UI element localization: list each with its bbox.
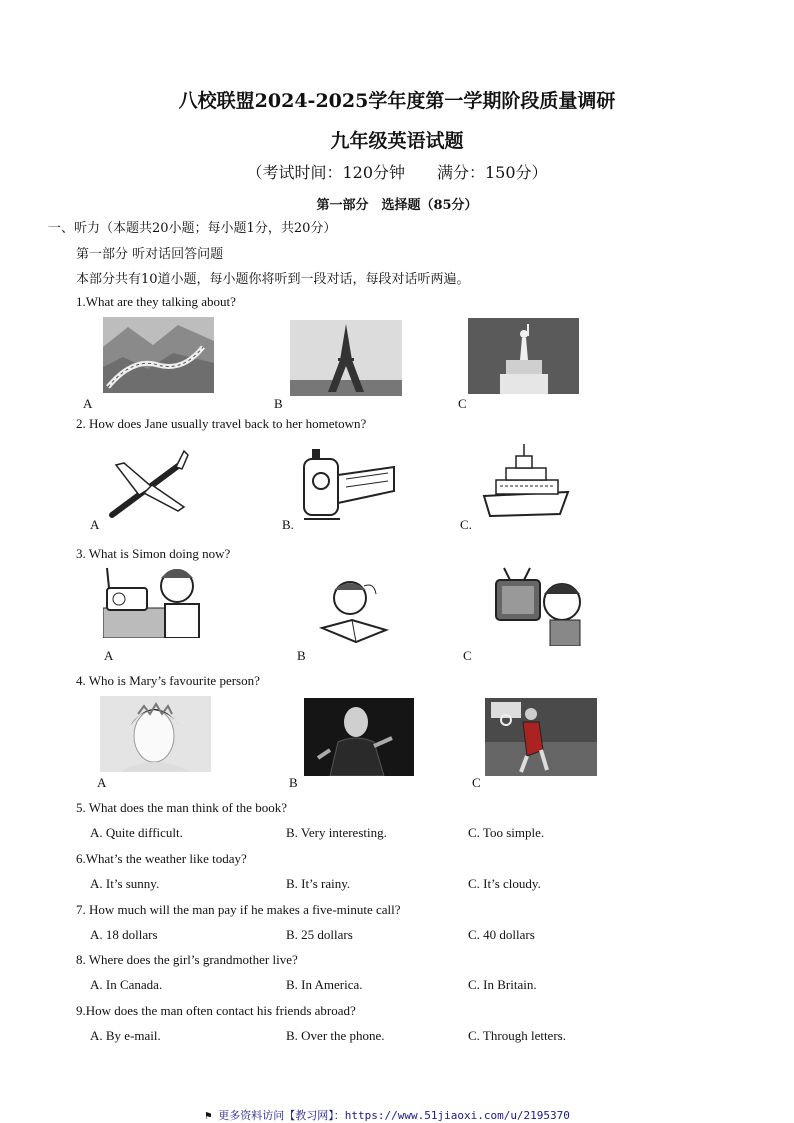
q2-label-b: B. [282,517,294,532]
q9-option-a: A. By e-mail. [90,1028,161,1043]
q6-option-b: B. It’s rainy. [286,876,351,891]
q4-label-b: B [289,775,298,790]
question-7: 7. How much will the man pay if he makes a five-minute call? [76,902,401,917]
eiffel-tower-photo [290,320,402,396]
q1-label-a: A [83,396,93,411]
question-1: 1.What are they talking about? [76,294,236,309]
section-subheading: 第一部分 听对话回答问题 [76,247,224,262]
question-6: 6.What’s the weather like today? [76,851,247,866]
statue-of-liberty-photo [468,318,579,394]
train-drawing [300,445,398,525]
q8-option-c: C. In Britain. [468,977,537,992]
flag-icon: ⚑ [205,1109,212,1122]
actress-with-tiara-photo [100,696,211,772]
q4-label-c: C [472,775,481,790]
boy-watching-tv [494,566,590,646]
exam-info: （考试时间：120分钟 满分：150分） [246,163,548,182]
question-5: 5. What does the man think of the book? [76,800,287,815]
q1-label-c: C [458,396,467,411]
part-title: 第一部分 选择题（85分） [316,198,478,213]
q7-option-c: C. 40 dollars [468,927,535,942]
q7-option-a: A. 18 dollars [90,927,158,942]
section-instructions: 本部分共有10道小题，每小题你将听到一段对话，每段对话听两遍。 [76,272,470,287]
footer[interactable] [205,1107,570,1123]
q5-option-c: C. Too simple. [468,825,545,840]
q8-option-a: A. In Canada. [90,977,163,992]
ship-drawing [480,442,572,524]
q9-option-c: C. Through letters. [468,1028,566,1043]
airplane-drawing [104,445,194,523]
q2-label-c: C. [460,517,472,532]
exam-title: 八校联盟2024-2025学年度第一学期阶段质量调研 [178,90,616,112]
footer-link[interactable]: 更多资料访问【教习网】：https://www.51jiaoxi.com/u/2195370 [218,1109,570,1122]
q5-option-b: B. Very interesting. [286,825,387,840]
man-speaking-photo [304,698,414,776]
question-8: 8. Where does the girl’s grandmother live? [76,952,298,967]
question-4: 4. Who is Mary’s favourite person? [76,673,260,688]
boy-listening-radio [103,564,213,638]
q5-option-a: A. Quite difficult. [90,825,183,840]
q3-label-b: B [297,648,306,663]
q1-label-b: B [274,396,283,411]
q9-option-b: B. Over the phone. [286,1028,385,1043]
q3-label-a: A [104,648,114,663]
q2-label-a: A [90,517,100,532]
q7-option-b: B. 25 dollars [286,927,353,942]
q3-label-c: C [463,648,472,663]
great-wall-photo [103,317,214,393]
q6-option-a: A. It’s sunny. [90,876,160,891]
q6-option-c: C. It’s cloudy. [468,876,541,891]
question-9: 9.How does the man often contact his friends abroad? [76,1003,356,1018]
question-3: 3. What is Simon doing now? [76,546,231,561]
q4-label-a: A [97,775,107,790]
exam-subtitle: 九年级英语试题 [330,130,464,152]
boy-reading-book [316,572,390,648]
basketball-player-photo [485,698,597,776]
question-2: 2. How does Jane usually travel back to her hometown? [76,416,367,431]
section-heading: 一、听力（本题共20小题；每小题1分，共20分） [48,221,337,236]
q8-option-b: B. In America. [286,977,363,992]
